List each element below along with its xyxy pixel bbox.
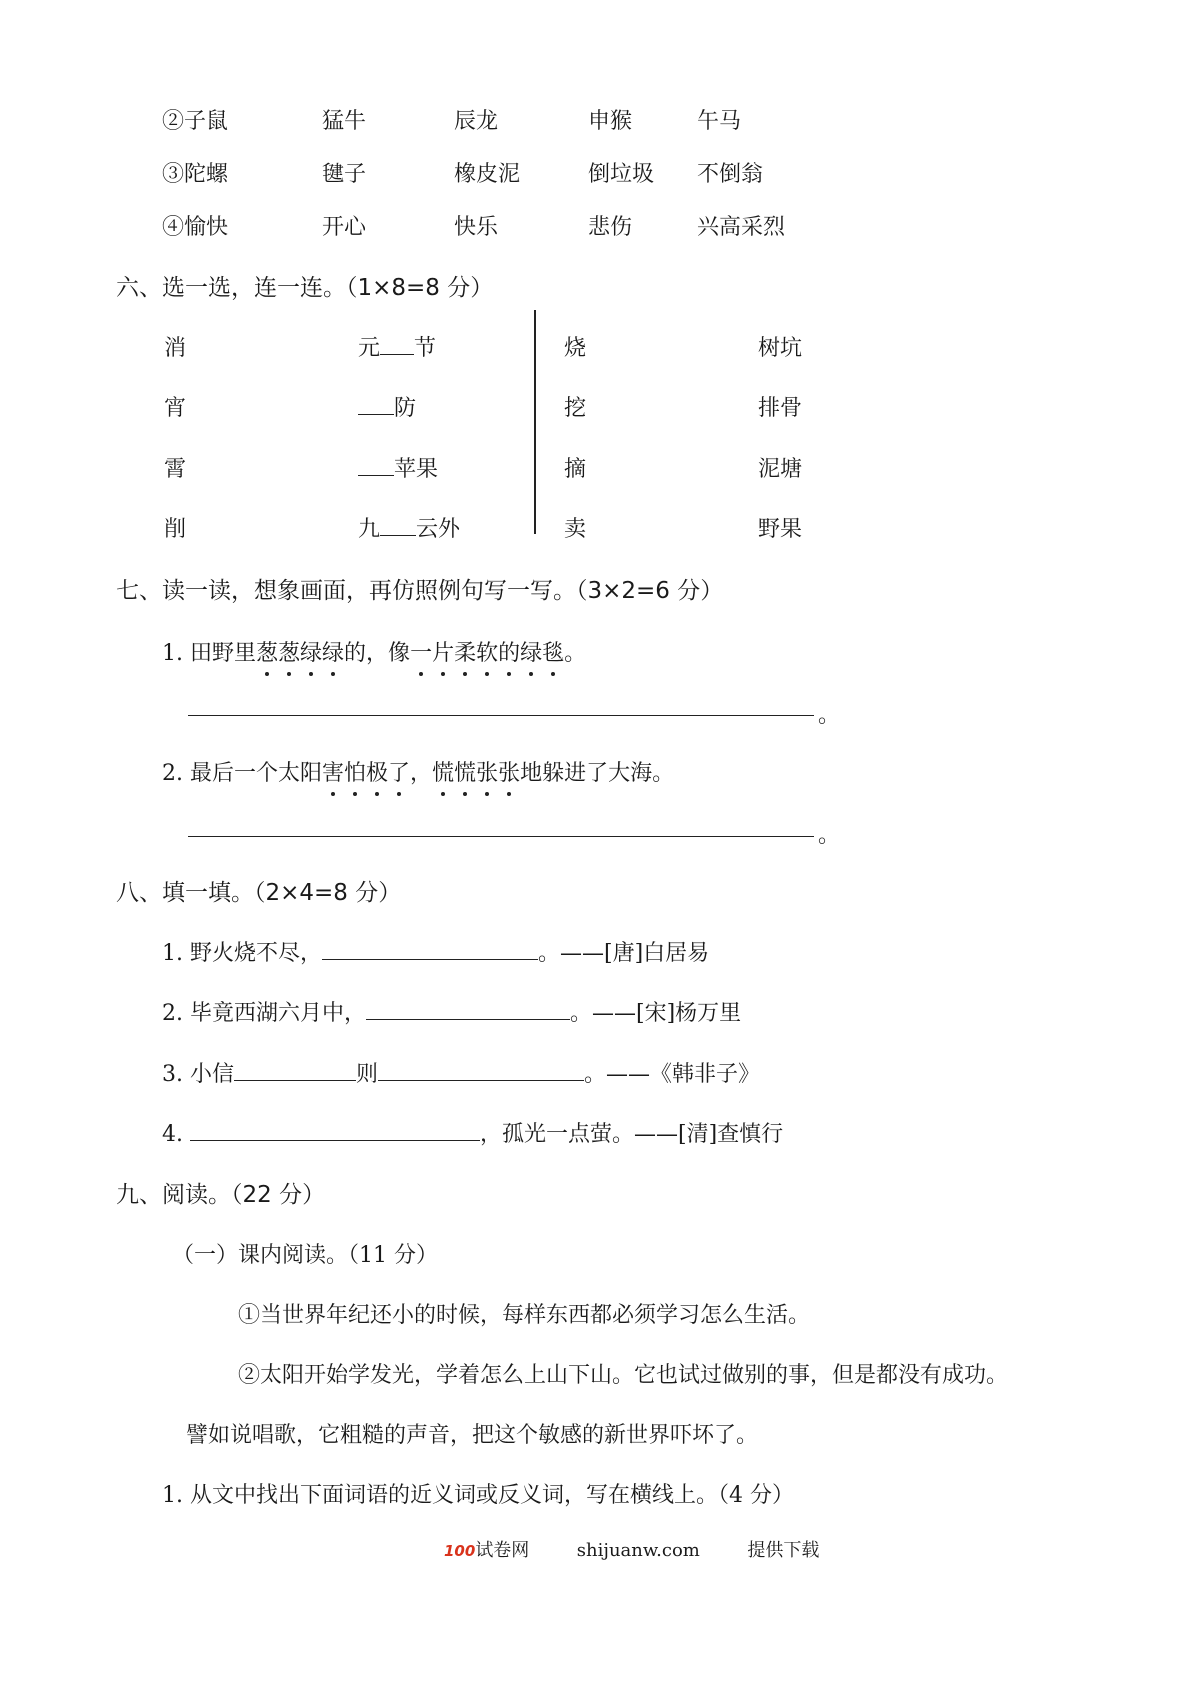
q6-phrase-1: 元 节	[358, 336, 437, 361]
q6-blank-4[interactable]	[380, 515, 416, 536]
q8-line-3: 3. 小信 则 。——《韩非子》	[162, 1062, 761, 1087]
q6-verb-1: 烧	[564, 336, 587, 361]
q5-row-4-item-5: 兴高采烈	[697, 215, 786, 240]
q7-answer-line-1[interactable]	[188, 715, 814, 716]
q7-answer-period-1: 。	[818, 703, 841, 728]
q7-sentence-1: 1. 田野里葱葱绿绿的，像一片柔软的绿毯。	[162, 636, 586, 667]
q6-phrase-2: 防	[358, 391, 416, 422]
emphasis-char: 葱	[278, 636, 300, 667]
q6-divider	[534, 310, 536, 534]
q8-line-1: 1. 野火烧不尽， 。——[唐]白居易	[162, 941, 710, 966]
emphasis-char: 害	[322, 756, 344, 787]
emphasis-char: 慌	[432, 756, 454, 787]
q6-phrase-3: 苹果	[358, 452, 438, 483]
emphasis-char: 软	[476, 636, 498, 667]
q6-heading: 六、选一选，连一连。（1×8=8 分）	[116, 275, 494, 301]
emphasis-char: 慌	[454, 756, 476, 787]
q6-char-1: 消	[164, 336, 187, 361]
q7-sentence-2: 2. 最后一个太阳害怕极了，慌慌张张地躲进了大海。	[162, 756, 674, 787]
emphasis-char: 绿	[322, 636, 344, 667]
q7-s2-emph-2	[432, 761, 520, 786]
q8-heading: 八、填一填。（2×4=8 分）	[116, 880, 402, 906]
q6-blank-1[interactable]	[380, 334, 414, 355]
q6-noun-2: 排骨	[758, 396, 803, 421]
q5-row-3-item-4: 倒垃圾	[588, 162, 655, 187]
q8-line-4: 4. ，孤光一点萤。——[清]查慎行	[162, 1122, 784, 1147]
q5-row-2-item-3: 辰龙	[454, 109, 499, 134]
q6-noun-3: 泥塘	[758, 457, 803, 482]
q5-row-2-item-4: 申猴	[588, 109, 633, 134]
q5-row-3-item-1: ③陀螺	[162, 162, 229, 187]
emphasis-char: 葱	[256, 636, 278, 667]
q5-row-3-item-2: 毽子	[322, 162, 367, 187]
q8-blank-2[interactable]	[366, 999, 570, 1020]
q6-blank-3[interactable]	[358, 455, 394, 476]
logo-100: 100	[444, 1542, 476, 1560]
emphasis-char: 极	[366, 756, 388, 787]
q6-verb-3: 摘	[564, 457, 587, 482]
q8-blank-4[interactable]	[190, 1120, 480, 1141]
q6-char-4: 削	[164, 517, 187, 542]
emphasis-char: 的	[498, 636, 520, 667]
q5-row-4-item-1: ④愉快	[162, 215, 229, 240]
q6-verb-2: 挖	[564, 396, 587, 421]
q6-verb-4: 卖	[564, 517, 587, 542]
emphasis-char: 片	[432, 636, 454, 667]
q5-row-4-item-2: 开心	[322, 215, 367, 240]
q5-row-4-item-4: 悲伤	[588, 215, 633, 240]
q9-paragraph-1: ①当世界年纪还小的时候，每样东西都必须学习怎么生活。	[238, 1303, 811, 1328]
q9-question-1: 1. 从文中找出下面词语的近义词或反义词，写在横线上。（4 分）	[162, 1483, 794, 1508]
emphasis-char: 怕	[344, 756, 366, 787]
q5-row-3-item-5: 不倒翁	[697, 162, 764, 187]
emphasis-char: 一	[410, 636, 432, 667]
q5-row-2-item-2: 猛牛	[322, 109, 367, 134]
q6-char-3: 霄	[164, 457, 187, 482]
q8-line-2: 2. 毕竟西湖六月中， 。——[宋]杨万里	[162, 1001, 742, 1026]
q8-blank-1[interactable]	[322, 939, 538, 960]
q7-s2-emph-1	[322, 761, 410, 786]
q6-blank-2[interactable]	[358, 394, 394, 415]
q7-heading: 七、读一读，想象画面，再仿照例句写一写。（3×2=6 分）	[116, 578, 724, 604]
q5-row-4-item-3: 快乐	[454, 215, 499, 240]
q7-answer-line-2[interactable]	[188, 836, 814, 837]
q6-noun-4: 野果	[758, 517, 803, 542]
q9-paragraph-2-cont: 譬如说唱歌，它粗糙的声音，把这个敏感的新世界吓坏了。	[186, 1423, 759, 1448]
q7-answer-period-2: 。	[818, 823, 841, 848]
footer	[444, 1536, 819, 1562]
q5-row-2-item-1: ②子鼠	[162, 109, 229, 134]
footer-site[interactable]: shijuanw.com	[576, 1540, 700, 1561]
emphasis-char: 张	[476, 756, 498, 787]
q9-subheading: （一）课内阅读。（11 分）	[172, 1243, 438, 1268]
footer-note: 提供下载	[747, 1540, 820, 1561]
q7-s1-emph-2	[410, 641, 564, 666]
emphasis-char: 了	[388, 756, 410, 787]
emphasis-char: 毯	[542, 636, 564, 667]
q8-blank-3b[interactable]	[378, 1060, 584, 1081]
q7-s1-emph-1	[256, 641, 344, 666]
emphasis-char: 柔	[454, 636, 476, 667]
q8-blank-3a[interactable]	[234, 1060, 356, 1081]
q9-heading: 九、阅读。（22 分）	[116, 1182, 326, 1208]
emphasis-char: 绿	[520, 636, 542, 667]
q6-noun-1: 树坑	[758, 336, 803, 361]
emphasis-char: 张	[498, 756, 520, 787]
q9-paragraph-2: ②太阳开始学发光，学着怎么上山下山。它也试过做别的事，但是都没有成功。	[238, 1363, 1009, 1388]
q6-phrase-4: 九 云外	[358, 517, 461, 542]
emphasis-char: 绿	[300, 636, 322, 667]
footer-brand: 试卷网	[475, 1540, 530, 1561]
q5-row-3-item-3: 橡皮泥	[454, 162, 521, 187]
q6-char-2: 宵	[164, 396, 187, 421]
q5-row-2-item-5: 午马	[697, 109, 742, 134]
